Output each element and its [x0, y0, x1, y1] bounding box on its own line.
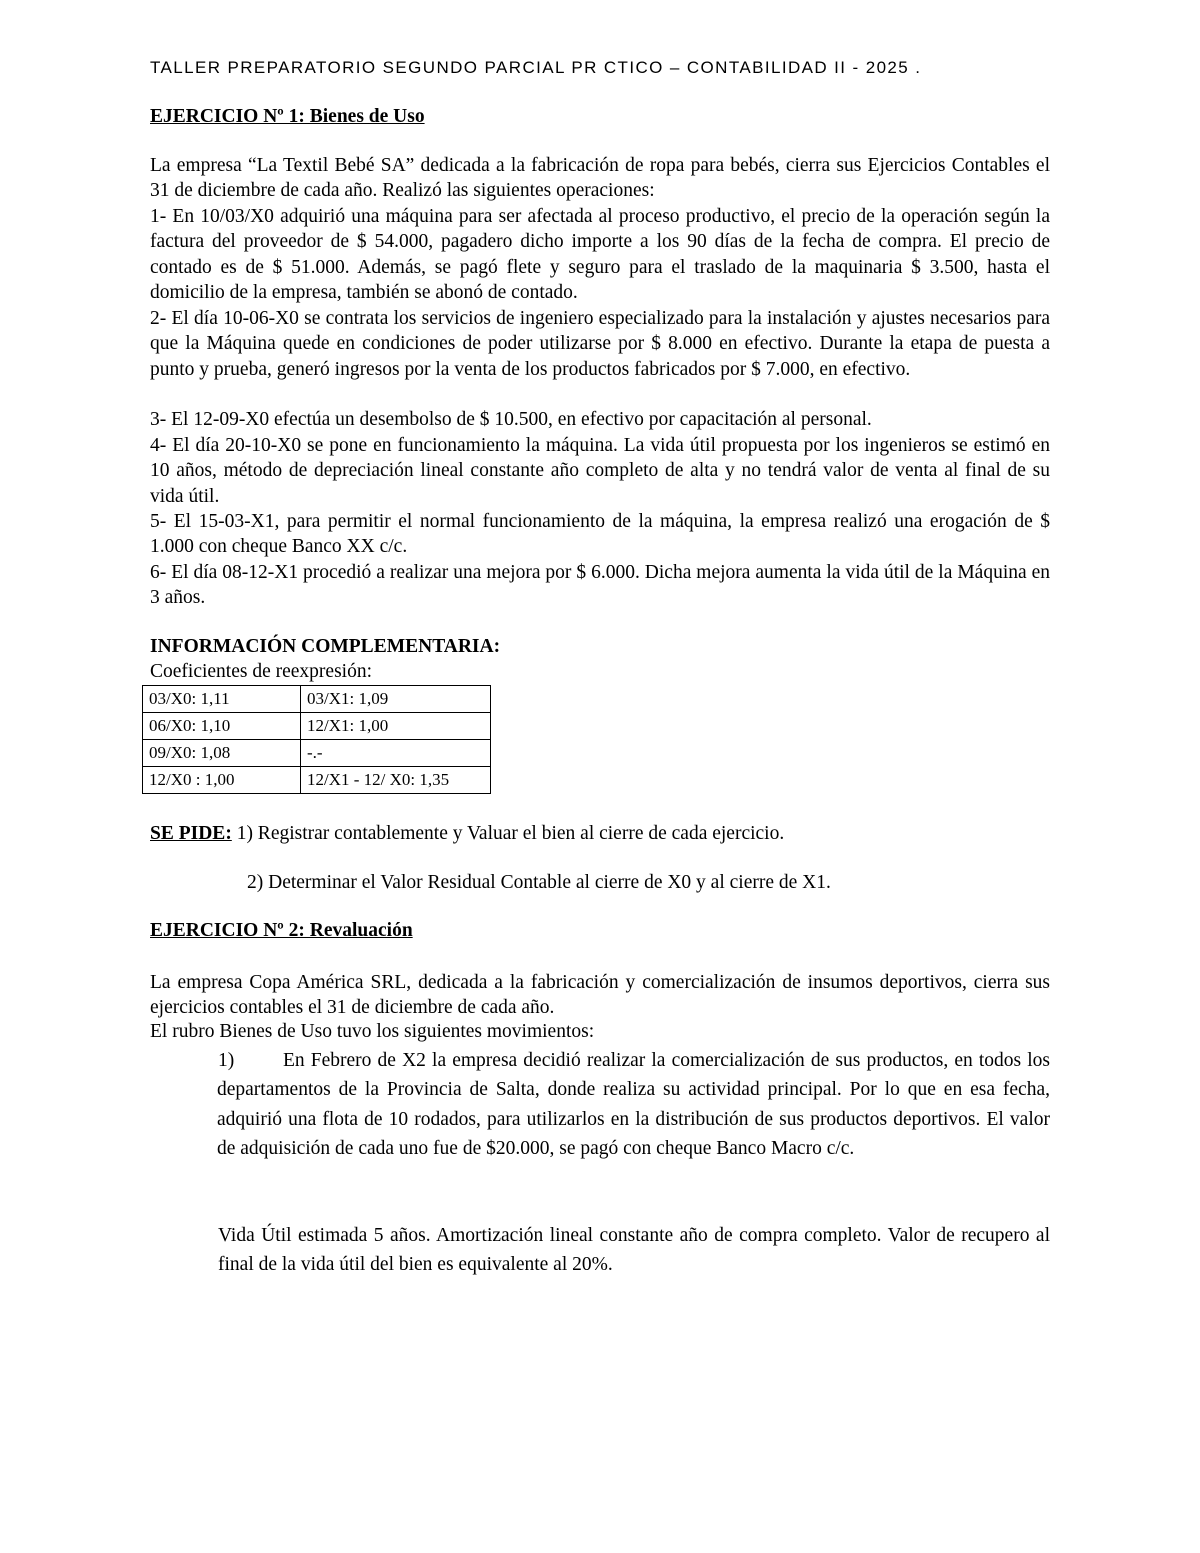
- exercise-1-operation-4: 4- El día 20-10-X0 se pone en funcionamiento la máquina. La vida útil propuesta por los ingenieros se estimó en 10 años, método de depreciación lineal constante año completo de alta y no tendrá valor de venta al final de su vida útil.: [150, 435, 1050, 507]
- table-cell: 03/X1: 1,09: [301, 686, 491, 713]
- table-row: [143, 686, 491, 713]
- exercise-2-rubro: El rubro Bienes de Uso tuvo los siguientes movimientos:: [150, 1021, 595, 1042]
- se-pide-line-1: [150, 823, 784, 845]
- table-cell: 06/X0: 1,10: [143, 713, 301, 740]
- table-cell: 09/X0: 1,08: [143, 740, 301, 767]
- exercise-1-operation-1: 1- En 10/03/X0 adquirió una máquina para ser afectada al proceso productivo, el precio de la operación según la factura del proveedor de $ 54.000, pagadero dicho importe a los 90 días de la fecha de compra. El precio de contado es de $ 51.000. Además, se pagó flete y seguro para el traslado de la maquinaria $ 3.500, hasta el domicilio de la empresa, también se abonó de contado.: [150, 206, 1050, 304]
- table-row: [143, 740, 491, 767]
- coefficients-table: [142, 685, 491, 794]
- exercise-1-intro: La empresa “La Textil Bebé SA” dedicada a la fabricación de ropa para bebés, cierra sus Ejercicios Contables el 31 de diciembre de cada año. Realizó las siguientes operaciones:: [150, 155, 1050, 202]
- exercise-1-operation-2: 2- El día 10-06-X0 se contrata los servicios de ingeniero especializado para la instalación y ajustes necesarios para que la Máquina quede en condiciones de poder utilizarse por $ 8.000 en efectivo. Durante la etapa de puesta a punto y prueba, generó ingresos por la venta de los productos fabricados por $ 7.000, en efectivo.: [150, 308, 1050, 380]
- exercise-2-item-1-text: En Febrero de X2 la empresa decidió realizar la comercialización de sus productos, en todos los departamentos de la Provincia de Salta, donde realiza su actividad principal. Por lo que en esa fecha, adquirió una flota de 10 rodados, para utilizarlos en la distribución de sus productos deportivos. El valor de adquisición de cada uno fue de $20.000, se pagó con cheque Banco Macro c/c.: [217, 1050, 1050, 1159]
- exercise-2-intro: La empresa Copa América SRL, dedicada a la fabricación y comercialización de insumos deportivos, cierra sus ejercicios contables el 31 de diciembre de cada año.: [150, 972, 1050, 1019]
- table-row: [143, 767, 491, 794]
- table-row: [143, 713, 491, 740]
- complementary-info-heading: INFORMACIÓN COMPLEMENTARIA:: [150, 636, 501, 657]
- exercise-1-operation-3: 3- El 12-09-X0 efectúa un desembolso de $ 10.500, en efectivo por capacitación al personal.: [150, 409, 872, 430]
- exercise-2-heading: EJERCICIO Nº 2: Revaluación: [150, 920, 413, 941]
- table-cell: 12/X0 : 1,00: [143, 767, 301, 794]
- se-pide-label: SE PIDE:: [150, 823, 232, 844]
- exercise-2-useful-life: Vida Útil estimada 5 años. Amortización lineal constante año de compra completo. Valor de recupero al final de la vida útil del bien es equivalente al 20%.: [218, 1225, 1050, 1275]
- se-pide-item-1: 1) Registrar contablemente y Valuar el bien al cierre de cada ejercicio.: [231, 823, 785, 844]
- table-cell: 12/X1 - 12/ X0: 1,35: [301, 767, 491, 794]
- table-cell: -.-: [301, 740, 491, 767]
- se-pide-item-2: 2) Determinar el Valor Residual Contable al cierre de X0 y al cierre de X1.: [247, 872, 831, 893]
- exercise-1-operation-5: 5- El 15-03-X1, para permitir el normal funcionamiento de la máquina, la empresa realizó una erogación de $ 1.000 con cheque Banco XX c/c.: [150, 511, 1050, 558]
- exercise-1-operation-6: 6- El día 08-12-X1 procedió a realizar una mejora por $ 6.000. Dicha mejora aumenta la vida útil de la Máquina en 3 años.: [150, 562, 1050, 609]
- exercise-1-heading: EJERCICIO Nº 1: Bienes de Uso: [150, 106, 425, 127]
- table-cell: 12/X1: 1,00: [301, 713, 491, 740]
- table-cell: 03/X0: 1,11: [143, 686, 301, 713]
- document-title: TALLER PREPARATORIO SEGUNDO PARCIAL PR CTICO – CONTABILIDAD II - 2025 .: [150, 58, 922, 77]
- exercise-2-item-1-number: 1): [218, 1050, 235, 1071]
- coefficients-label: Coeficientes de reexpresión:: [150, 661, 372, 682]
